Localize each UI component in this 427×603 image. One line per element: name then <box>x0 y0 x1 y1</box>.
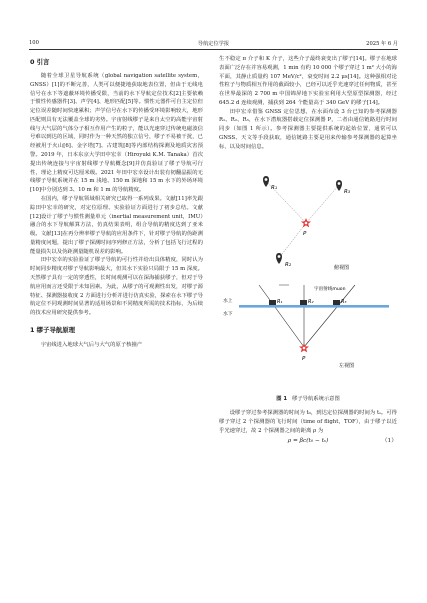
reference-detector-r3 <box>333 300 340 305</box>
equation-number: （1） <box>381 437 397 444</box>
right-column <box>219 55 397 447</box>
reference-detector-r2 <box>300 300 307 305</box>
header-rule <box>29 49 398 50</box>
right-paragraph-3: 设缪子穿过参考探测器的时间为 t₀，到达定位探测器的时间为 tₛ。可得缪子穿过 2 个探测器的飞行时间（time of flight，TOF），由于缪子以近乎光速穿过，故 2 个探测器之间的距离 ρ 为 <box>219 410 397 434</box>
side-label-p: P <box>302 355 306 362</box>
target-star-icon <box>299 343 309 352</box>
label-r1: R₁ <box>271 184 278 191</box>
map-pin-icon <box>263 176 269 187</box>
intro-paragraph-3: 田中宏幸的实验验证了缪子导航的可行性并给出具体精度，同时认为时间同步精度对缪子导航影响最大，但其水下实验只局限于 15 m 深度。天然缪子具有一定的穿透性，长时间观测可以在深海捕获缪子，但对于导航应用而言还受限于未知因素。为此，从缪子的可观测性出发，对缪子源特征、探测器接收度 2 方面进行分析并进行仿真实验，探索在水下缪子导航定位不同观测时间显著的适用场景和不同精度所需的技术指标，为后续的技术应用研究提供参考。 <box>30 257 203 317</box>
section-heading-intro: 0 引言 <box>30 58 50 66</box>
muon-ray-1 <box>259 285 304 347</box>
baseline-r2-p <box>279 223 306 258</box>
page-number: 100 <box>29 40 39 46</box>
intro-paragraph-1: 随着全球卫星导航系统（global navigation satellite system，GNSS）[1]的不断完善，人类可以便捷地获取地表位置，但由于无线电信号在水下等遮蔽环境传播受限，当前的水下导航定位技术[2]主要依赖于惯性传感器件[3]、声学[4]、地形匹配[5]等。惯性元器件可自主定位但定位误差随时间快速累积；声学信号在水下的传播受环境影响较大，地形匹配则具有无法覆盖全球的劣势。宇宙射线缪子是来自太空的高能宇宙射线与大气层的气体分子相互作用产生的粒子，能以光速穿过传统电磁波信号难以到达的区域，同时作为一种天然的独立信号，缪子不易被干扰，已经被用于火山[6]、金字塔[7]、古建筑[8]等内部结构探测及地质灾害预警。2019 年，日本东京大学田中宏幸（Hiroyuki K.M. Tanaka）首次提出传统连接与宇宙射线缪子导航概念[9]并仿真验证了缪子导航可行性，理论上精度可达厘米级。2021 年田中宏幸设计出装有韧翻晶振的无线缪子导航系统并在 15 m 浅地、150 m 深地和 15 m 水下的外场环境[10]中分别达到 3、10 m 和 1 m 的导航精度。 <box>30 73 203 194</box>
side-label-r1: R₁ <box>277 298 283 305</box>
label-r3: R₃ <box>344 188 351 195</box>
figure-number: 图 1 <box>276 395 288 402</box>
equation-1 <box>219 436 397 447</box>
top-view-label: 俯视图 <box>334 264 350 271</box>
water-surface-label: 水上 <box>223 298 233 304</box>
right-paragraph-1: 生不稳定 π 介子和 K 介子，这些介子最终衰变出了缪子[14]。缪子在地球表面广泛存在并容易观测，1 min 有约 10 000 个缪子穿过 1 m² 大小的海平面，其静止质量约 107 MeV/c²，衰变时间 2.2 μs[14]。这种强相对论性粒子与物质相互作用的截面较小，已经可以近乎光速穿过任何物质，甚至在世界最深的 2 700 m 中国锦屏地下实验室利用大型原型探测器，经过 645.2 d 连续观测，捕获到 264 个能量高于 340 GeV 的缪子[14]。 <box>219 56 397 106</box>
intro-paragraph-2: 在国内，缪子导航领域相关研究已取得一系列成果。文献[11]率先跟踪田中宏幸的研究，对定位原理、实验验证方面进行了初步总结。文献[12]设计了缪子与惯性测量单元（inertial measurement unit，IMU）融合的水下导航解算方法，仿真结果表明，组合导航的精度达到了亚米级。文献[13]在再分辨率缪子导航的应用条件下，针对缪子导航的伪距测量精度问题，提出了缪子探测时间序列修正方法，分析了包括飞行过程的能量损失以及伪距测量随机误差的影响。 <box>30 195 203 255</box>
side-label-r2: R₂ <box>308 298 314 305</box>
journal-name: 导航定位学报 <box>197 41 230 47</box>
label-p: P <box>303 230 307 237</box>
figure-caption <box>219 395 397 404</box>
muon-ray-3 <box>304 285 355 347</box>
principle-paragraph-start: 宇宙线进入地球大气后与大气的原子核撞产 <box>40 341 143 348</box>
issue-date: 2025 年 6 月 <box>366 41 398 47</box>
label-r2: R₂ <box>285 261 292 268</box>
baseline-r3-p <box>306 185 339 223</box>
cosmic-ray-label: 宇宙射线muon <box>314 286 346 292</box>
left-column <box>30 55 203 350</box>
side-label-r3: R₃ <box>341 298 347 305</box>
section-heading-principle: 1 缪子导航原理 <box>30 325 76 334</box>
figure-title: 缪子导航系统示意图 <box>292 395 340 402</box>
underwater-label: 水下 <box>223 311 233 317</box>
map-pin-icon <box>336 180 342 191</box>
map-pin-icon <box>276 253 282 264</box>
navigation-diagram <box>219 157 397 393</box>
water-surface-line <box>239 305 389 308</box>
figure-1 <box>219 157 397 393</box>
side-view-label: 左视图 <box>339 362 355 369</box>
right-paragraph-2: 田中宏幸借鉴 GNSS 定位思想，在水面布设 3 台已知的参考探测器 R₁、R₂、R₃，在水下潜航器搭载定位探测器 P，二者由通信链路进行时间同步（如图 1 所示）。参考探测器主要提供系统的起始位置，通常可以 GNSS、天文等手段获取，通信链路主要是用来传输参考探测器的起算坐标，以及时间信息。 <box>219 108 397 150</box>
reference-detector-r1 <box>269 300 276 305</box>
equation-body: ρ = βc(t₀ − tₛ) <box>287 437 329 444</box>
